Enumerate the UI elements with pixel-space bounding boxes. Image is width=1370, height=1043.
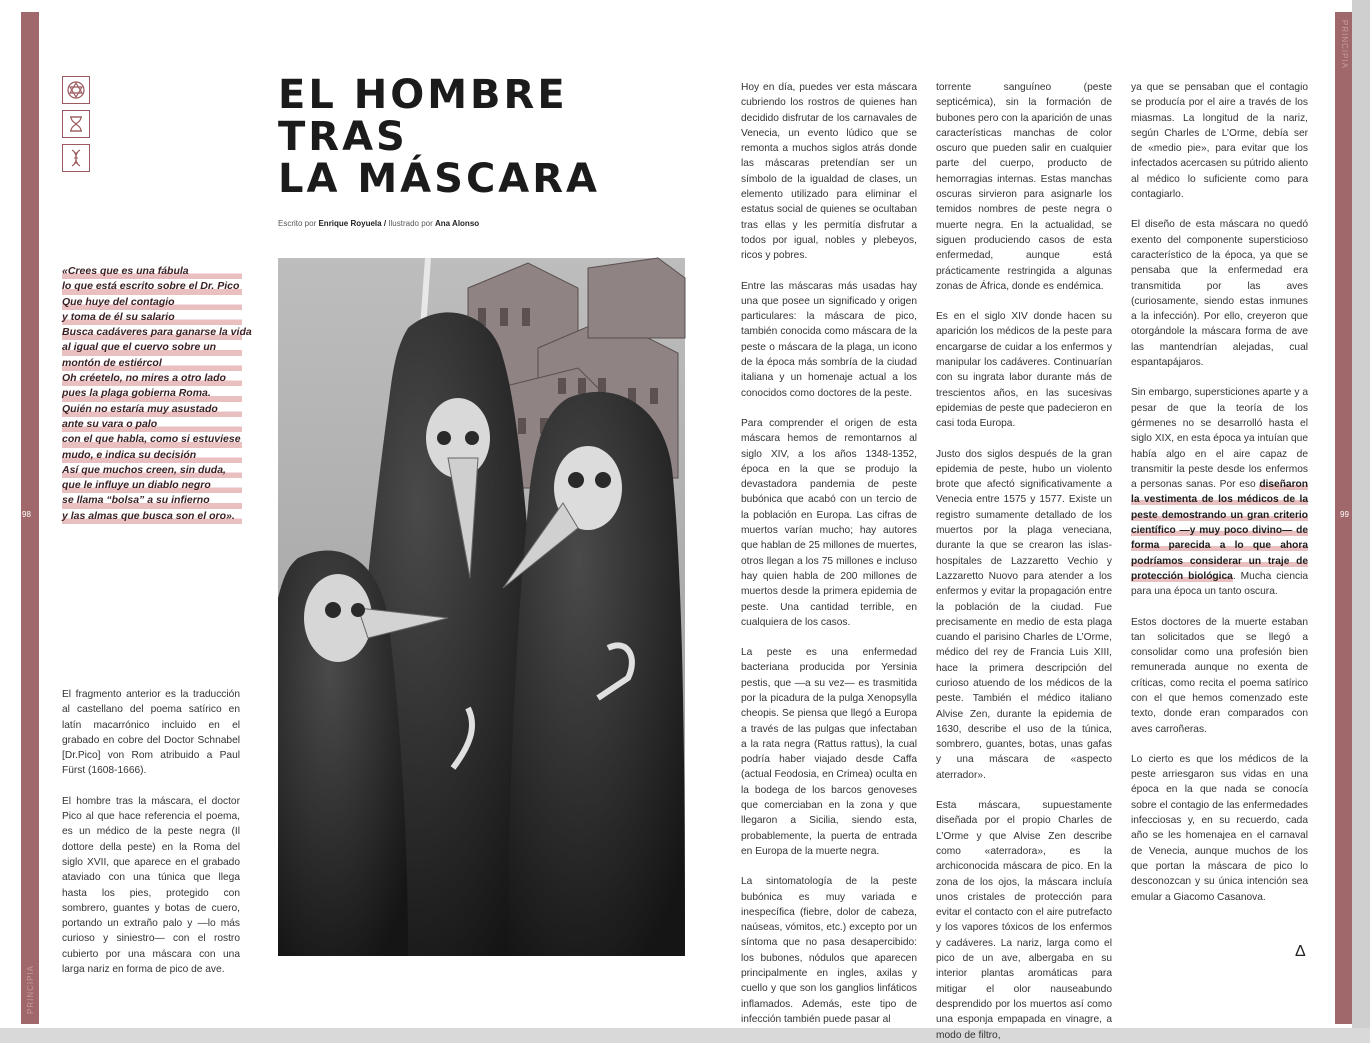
plague-doctors-illustration (278, 258, 685, 956)
intro-column (62, 687, 240, 977)
poem-line: con el que habla, como si estuviese (62, 432, 242, 447)
atom-icon (62, 76, 90, 104)
left-margin (0, 0, 21, 1028)
poem-line: Que huye del contagio (62, 295, 242, 310)
text-run: . Mucha ciencia para una época un tanto oscura. (1131, 570, 1309, 598)
magazine-label-right: PRINCIPIA (1340, 20, 1349, 70)
paragraph: ya que se pensaban que el contagio se producía por el aire a través de los miasmas. La longitud de la nariz, según Charles de L’Orme, debía ser de «medio pie», para evitar que los infectados acercasen su pútrido aliento al médico lo suficiente como para contagiarlo. (1131, 82, 1308, 201)
title-line: TRAS (278, 114, 408, 160)
magazine-label-left: PRINCIPIA (26, 965, 35, 1015)
paragraph: La peste es una enfermedad bacteriana producida por Yersinia pestis, que —a su vez— es trasmitida por la picadura de la pulga Xenopsylla cheopis. Se piensa que llegó a Europa a través de las pulgas que infectaban a la rata negra (Rattus rattus), la cual podría haber viajado desde Caffa (actual Feodosia, en Crimea) oculta en la bodega de los barcos genoveses que comerciaban en la zona y que llegaron a Sicilia, siendo esta, probablemente, la puerta de entrada en Europa de la muerte negra. (741, 647, 917, 857)
poem-line: Busca cadáveres para ganarse la vida (62, 325, 242, 340)
poem-line: Quién no estaría muy asustado (62, 402, 242, 417)
right-page-edge (1352, 0, 1370, 1028)
illustrated-label: Ilustrado por (388, 219, 433, 228)
body-column-3 (1131, 80, 1308, 905)
body-column-1 (741, 80, 917, 1027)
hourglass-icon (62, 110, 90, 138)
end-mark-icon: Δ (1295, 943, 1306, 960)
paragraph: Entre las máscaras más usadas hay una que posee un significado y origen particulares: la máscara de pico, también conocida como máscara de la peste o máscara de la plaga, un icono de la época más sombría de la ciudad italiana y un homenaje actual a los conocidos como doctores de la peste. (741, 280, 917, 399)
title-line: EL HOMBRE (278, 72, 568, 118)
text-run: Sin embargo, supersticiones aparte y a pesar de que la teoría de los gérmenes no se desarrolló hasta el siglo XIX, en esta época ya intuían que había algo en el aire capaz de transmitir la peste desde los enfermos a personas sanas. Por eso (1131, 387, 1308, 491)
paragraph: Es en el siglo XIV donde hacen su aparición los médicos de la peste para encargarse de cuidar a los enfermos y manipular los cadáveres. Continuarían con su ingrata labor durante más de trescientos años, en las sucesivas epidemias de peste que padecieron en casi toda Europa. (936, 311, 1112, 430)
paragraph: Lo cierto es que los médicos de la peste arriesgaron sus vidas en una época en la que nada se conocía sobre el contagio de las enfermedades infecciosas y, en su recuerdo, cada año se les homenajea en el carnaval de Venecia, aunque muchos de los que portan la máscara de pico lo desconozcan y su única intención sea emular a Giacomo Casanova. (1131, 753, 1308, 903)
poem-line: «Crees que es una fábula (62, 264, 242, 279)
poem-line: ante su vara o palo (62, 417, 242, 432)
paragraph: Hoy en día, puedes ver esta máscara cubriendo los rostros de quienes han decidido disfrutar de los carnavales de Venecia, un evento lúdico que se remonta a muchos siglos atrás donde las máscaras pretendían ser un símbolo de la igualdad de clases, un elemento utilizado para eliminar el estatus social de quienes se ocultaban tras ellas y les permitía disfrutar a todos por igual, nobles y plebeyos, ricos y pobres. (741, 82, 917, 262)
page-number-right: 99 (1340, 510, 1349, 519)
illustrator-name: Ana Alonso (435, 219, 480, 228)
body-column-2 (936, 80, 1112, 1043)
poem-line: montón de estiércol (62, 356, 242, 371)
page-number-left: 98 (22, 510, 31, 519)
top-margin (0, 0, 1370, 12)
highlighted-text: diseñaron la vestimenta de los médicos de la peste demostrando un gran criterio científico —y muy poco divino— de forma parecida a lo que ahora podríamos considerar un traje de protección biológica (1131, 479, 1308, 582)
title-line: LA MÁSCARA (278, 156, 601, 202)
poem-line: se llama “bolsa” a su infierno (62, 493, 242, 508)
paragraph: El fragmento anterior es la traducción al castellano del poema satírico en latín macarrónico incluido en el grabado en cobre del Doctor Schnabel [Dr.Pico] von Rom atribuido a Paul Fürst (1608-1666). (62, 689, 240, 777)
poem-line: que le influye un diablo negro (62, 478, 242, 493)
paragraph: Justo dos siglos después de la gran epidemia de peste, hubo un violento brote que afectó significativamente a Venecia entre 1575 y 1577. Existe un registro sumamente detallado de los muertos por la plaga veneciana, durante la que se crearon las islas-hospitales de Lazzaretto Vechio y Lazzaretto Nuovo para atender a los enfermos y evitar la propagación entre la población de la ciudad. Fue precisamente en medio de esta plaga cuando el parisino Charles de L’Orme, médico del rey de Francia Luis XIII, hace la primera descripción del curioso atuendo de los médicos de la peste. También el médico italiano Alvise Zen, durante la epidemia de 1630, describe el uso de la túnica, sombrero, guantes, botas, unas gafas y una máscara de «aspecto aterrador». (936, 448, 1112, 781)
byline-separator: / (383, 219, 387, 228)
poem-line: Oh créetelo, no mires a otro lado (62, 371, 242, 386)
poem-quote (62, 264, 252, 524)
paragraph-highlighted (1131, 385, 1308, 599)
paragraph: Estos doctores de la muerte estaban tan solicitados que se llegó a consolidar como una profesión bien remunerada aunque no exenta de críticas, como recita el poema satírico con el que hemos comenzado este texto, donde eran comparados con aves carroñeras. (1131, 616, 1308, 735)
section-icons (62, 76, 90, 178)
paragraph: El diseño de esta máscara no quedó exento del componente supersticioso característico de la época, ya que se pensaba que la enfermedad era transmitida por las aves (curiosamente, siendo estas inmunes a la infección). Por ello, creyeron que otorgándole la máscara forma de ave las mantendrían alejadas, cual espantapájaros. (1131, 219, 1308, 369)
written-label: Escrito por (278, 219, 317, 228)
poem-line: y toma de él su salario (62, 310, 242, 325)
poem-line: al igual que el cuervo sobre un (62, 340, 242, 355)
paragraph: Para comprender el origen de esta máscara hemos de remontarnos al siglo XIV, a los años 1348-1352, época en la que se produjo la devastadora pandemia de peste bubónica que acabó con un tercio de la población en Europa. Las cifras de muertos varían mucho; hay autores que hablan de 25 millones de muertes, otros llegan a los 75 millones e incluso hay quien habla de 200 millones de muertos desde la primera epidemia de peste. Una cantidad terrible, en cualquiera de los casos. (741, 417, 917, 628)
paragraph: Esta máscara, supuestamente diseñada por el propio Charles de L’Orme y que Alvise Zen describe como «aterradora», es la archiconocida máscara de pico. En la zona de los ojos, la máscara incluía unos cristales de protección para evitar el contacto con el aire putrefacto y los vapores tóxicos de los enfermos y cadáveres. La nariz, larga como el pico de un ave, albergaba en su interior plantas aromáticas para mitigar el olor nauseabundo desprendido por los muertos así como una esponja empapada en vinagre, a modo de filtro, (936, 800, 1112, 1041)
poem-line: mudo, e indica su decisión (62, 448, 242, 463)
byline (278, 219, 479, 228)
paragraph: torrente sanguíneo (peste septicémica), sin la formación de bubones pero con la aparición de unas características manchas de color oscuro que pueden salir en cualquier parte del cuerpo, producto de hemorragias internas. Estas manchas oscuras sirvieron para asignarle los temidos nombres de peste negra o muerte negra. En la actualidad, se siguen produciendo casos de esta enfermedad, aunque está prácticamente restringida a algunas zonas de África, donde es endémica. (936, 82, 1112, 292)
author-name: Enrique Royuela (318, 219, 382, 228)
dna-icon (62, 144, 90, 172)
poem-line: pues la plaga gobierna Roma. (62, 386, 242, 401)
article-title (278, 74, 698, 200)
poem-line: y las almas que busca son el oro». (62, 509, 242, 524)
paragraph: La sintomatología de la peste bubónica es muy variada e inespecífica (fiebre, dolor de cabeza, naúseas, vómitos, etc.) excepto por un síntoma que no pasa desapercibido: los bubones, nódulos que aparecen principalmente en ingles, axilas y cuello y que son los ganglios linfáticos inflamados. Además, este tipo de infección también puede pasar al (741, 876, 917, 1025)
paragraph: El hombre tras la máscara, el doctor Pico al que hace referencia el poema, es un médico de la peste negra (Il dottore della peste) en la Roma del siglo XVII, que aparece en el grabado ataviado con una túnica que llega hasta los pies, protegido con sombrero, guantes y botas de cuero, portando un extraño palo y —lo más curioso y siniestro— con el rostro cubierto por una máscara con una larga nariz en forma de pico de ave. (62, 795, 240, 976)
poem-line: Así que muchos creen, sin duda, (62, 463, 242, 478)
poem-line: lo que está escrito sobre el Dr. Pico (62, 279, 242, 294)
